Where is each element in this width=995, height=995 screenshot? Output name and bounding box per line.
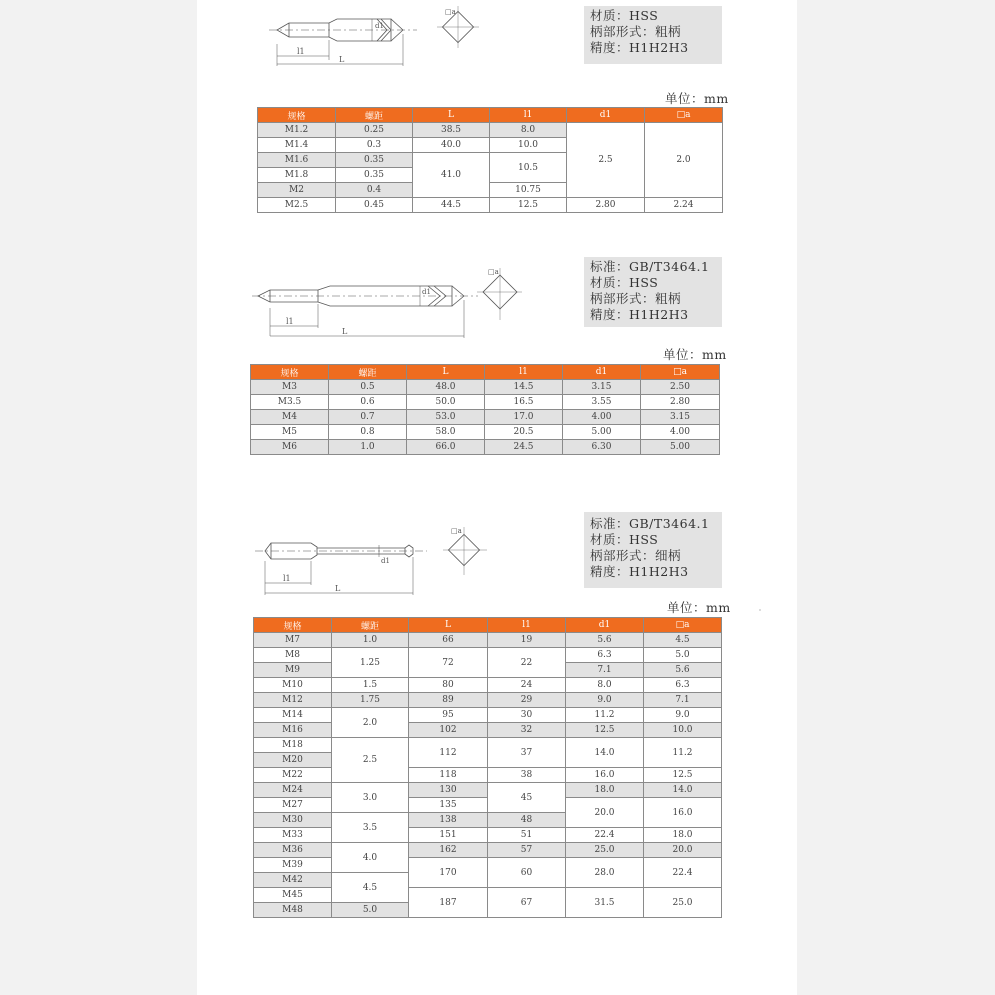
pitch-cell: 4.0	[332, 843, 409, 873]
l1-cell: 10.5	[490, 153, 567, 183]
pitch-cell: 5.0	[332, 903, 409, 918]
l1-cell: 32	[488, 723, 566, 738]
header-cell: 规格	[251, 365, 329, 380]
unit-label-1: 单位：mm	[665, 91, 729, 106]
spec-cell: M22	[254, 768, 332, 783]
spec-line: 材质：HSS	[590, 275, 659, 290]
d1-label: d1	[375, 22, 384, 30]
length-cell: 151	[409, 828, 488, 843]
spec-cell: M1.8	[258, 168, 336, 183]
spec-line: 柄部形式：粗柄	[590, 24, 682, 39]
header-cell: □a	[641, 365, 720, 380]
spec-line: 柄部形式：粗柄	[590, 291, 682, 306]
d1-cell: 11.2	[566, 708, 644, 723]
l1-cell: 48	[488, 813, 566, 828]
table-row	[251, 380, 720, 395]
l1-cell: 16.5	[485, 395, 563, 410]
l1-cell: 30	[488, 708, 566, 723]
square-cell: 4.00	[641, 425, 720, 440]
d1-label: d1	[422, 288, 431, 296]
spec-cell: M14	[254, 708, 332, 723]
square-cell: 5.0	[644, 648, 722, 663]
unit-label-2: 单位：mm	[663, 347, 727, 362]
spec-cell: M12	[254, 693, 332, 708]
pitch-cell: 1.25	[332, 648, 409, 678]
d1-cell: 12.5	[566, 723, 644, 738]
spec-table-1	[257, 107, 723, 213]
d1-cell: 14.0	[566, 738, 644, 768]
d1-cell: 2.80	[567, 198, 645, 213]
spec-line: 精度：H1H2H3	[590, 564, 689, 579]
spec-box-3	[584, 512, 722, 588]
spec-cell: M5	[251, 425, 329, 440]
pitch-cell: 3.5	[332, 813, 409, 843]
square-cell: 11.2	[644, 738, 722, 768]
l1-cell: 45	[488, 783, 566, 813]
l1-cell: 20.5	[485, 425, 563, 440]
spec-cell: M24	[254, 783, 332, 798]
square-cell: 5.00	[641, 440, 720, 455]
length-cell: 48.0	[407, 380, 485, 395]
square-cell: 22.4	[644, 858, 722, 888]
unit-label-3: 单位：mm	[667, 600, 731, 615]
spec-cell: M1.6	[258, 153, 336, 168]
header-cell: □a	[644, 618, 722, 633]
square-cell: 4.5	[644, 633, 722, 648]
d1-cell: 4.00	[563, 410, 641, 425]
l1-cell: 10.75	[490, 183, 567, 198]
header-cell: 规格	[258, 108, 336, 123]
square-cell: 12.5	[644, 768, 722, 783]
sq-label: □a	[488, 268, 499, 276]
pitch-cell: 0.6	[329, 395, 407, 410]
spec-line: 标准：GB/T3464.1	[590, 259, 710, 274]
square-cell: 2.0	[645, 123, 723, 198]
square-cell: 2.50	[641, 380, 720, 395]
length-cell: 50.0	[407, 395, 485, 410]
L-label: L	[339, 55, 345, 64]
tap-drawing-2	[252, 264, 522, 340]
length-cell: 80	[409, 678, 488, 693]
l1-cell: 24	[488, 678, 566, 693]
table-row	[258, 123, 723, 138]
length-cell: 89	[409, 693, 488, 708]
d1-cell: 5.00	[563, 425, 641, 440]
pitch-cell: 0.5	[329, 380, 407, 395]
table-row	[254, 828, 722, 843]
section-medium-taps	[197, 250, 797, 465]
square-cell: 5.6	[644, 663, 722, 678]
length-cell: 53.0	[407, 410, 485, 425]
table-row	[251, 395, 720, 410]
square-cell: 18.0	[644, 828, 722, 843]
tap-drawing-1	[267, 6, 497, 68]
l1-label: l1	[297, 47, 305, 56]
length-cell: 187	[409, 888, 488, 918]
spec-table-2	[250, 364, 720, 455]
d1-cell: 31.5	[566, 888, 644, 918]
pitch-cell: 0.45	[336, 198, 413, 213]
length-cell: 40.0	[413, 138, 490, 153]
header-cell: L	[409, 618, 488, 633]
pitch-cell: 2.5	[332, 738, 409, 783]
table-row	[254, 888, 722, 903]
table-row	[251, 425, 720, 440]
d1-cell: 9.0	[566, 693, 644, 708]
header-cell: L	[413, 108, 490, 123]
header-cell: 螺距	[332, 618, 409, 633]
spec-line: 精度：H1H2H3	[590, 307, 689, 322]
length-cell: 66	[409, 633, 488, 648]
l1-cell: 38	[488, 768, 566, 783]
length-cell: 130	[409, 783, 488, 798]
stray-dot	[759, 609, 761, 611]
table-row	[254, 843, 722, 858]
pitch-cell: 0.35	[336, 168, 413, 183]
spec-line: 材质：HSS	[590, 8, 659, 23]
pitch-cell: 1.75	[332, 693, 409, 708]
header-cell: l1	[490, 108, 567, 123]
spec-line: 柄部形式：细柄	[590, 548, 682, 563]
spec-cell: M4	[251, 410, 329, 425]
d1-cell: 16.0	[566, 768, 644, 783]
l1-cell: 8.0	[490, 123, 567, 138]
spec-cell: M10	[254, 678, 332, 693]
square-cell: 25.0	[644, 888, 722, 918]
l1-cell: 22	[488, 648, 566, 678]
table-row	[254, 783, 722, 798]
d1-cell: 7.1	[566, 663, 644, 678]
spec-cell: M45	[254, 888, 332, 903]
length-cell: 170	[409, 858, 488, 888]
spec-cell: M3	[251, 380, 329, 395]
length-cell: 44.5	[413, 198, 490, 213]
spec-cell: M2.5	[258, 198, 336, 213]
d1-cell: 22.4	[566, 828, 644, 843]
table-row	[254, 858, 722, 873]
L-label: L	[335, 584, 341, 593]
pitch-cell: 1.0	[332, 633, 409, 648]
table-row	[254, 708, 722, 723]
table-row	[254, 738, 722, 753]
header-cell: l1	[488, 618, 566, 633]
pitch-cell: 3.0	[332, 783, 409, 813]
length-cell: 38.5	[413, 123, 490, 138]
length-cell: 138	[409, 813, 488, 828]
square-cell: 9.0	[644, 708, 722, 723]
square-cell: 6.3	[644, 678, 722, 693]
table-row	[254, 723, 722, 738]
spec-line: 标准：GB/T3464.1	[590, 516, 710, 531]
l1-cell: 19	[488, 633, 566, 648]
l1-cell: 37	[488, 738, 566, 768]
spec-cell: M16	[254, 723, 332, 738]
spec-cell: M27	[254, 798, 332, 813]
spec-cell: M6	[251, 440, 329, 455]
header-cell: d1	[567, 108, 645, 123]
d1-cell: 18.0	[566, 783, 644, 798]
d1-label: d1	[381, 557, 390, 565]
l1-cell: 12.5	[490, 198, 567, 213]
header-cell: l1	[485, 365, 563, 380]
length-cell: 112	[409, 738, 488, 768]
square-cell: 20.0	[644, 843, 722, 858]
pitch-cell: 0.4	[336, 183, 413, 198]
header-cell: 螺距	[329, 365, 407, 380]
length-cell: 72	[409, 648, 488, 678]
l1-cell: 67	[488, 888, 566, 918]
d1-cell: 3.15	[563, 380, 641, 395]
l1-cell: 10.0	[490, 138, 567, 153]
spec-cell: M3.5	[251, 395, 329, 410]
table-row	[251, 440, 720, 455]
length-cell: 41.0	[413, 153, 490, 198]
length-cell: 95	[409, 708, 488, 723]
header-cell: 螺距	[336, 108, 413, 123]
spec-cell: M2	[258, 183, 336, 198]
square-cell: 14.0	[644, 783, 722, 798]
header-cell: □a	[645, 108, 723, 123]
spec-cell: M18	[254, 738, 332, 753]
spec-cell: M30	[254, 813, 332, 828]
table-row	[254, 648, 722, 663]
l1-cell: 14.5	[485, 380, 563, 395]
length-cell: 135	[409, 798, 488, 813]
d1-cell: 6.30	[563, 440, 641, 455]
length-cell: 162	[409, 843, 488, 858]
sq-label: □a	[445, 8, 456, 16]
header-cell: d1	[566, 618, 644, 633]
pitch-cell: 4.5	[332, 873, 409, 903]
table-row	[258, 198, 723, 213]
spec-box-2	[584, 257, 722, 327]
l1-label: l1	[286, 317, 294, 326]
sq-label: □a	[451, 527, 462, 535]
l1-cell: 17.0	[485, 410, 563, 425]
length-cell: 118	[409, 768, 488, 783]
spec-line: 精度：H1H2H3	[590, 40, 689, 55]
pitch-cell: 2.0	[332, 708, 409, 738]
pitch-cell: 1.0	[329, 440, 407, 455]
spec-table-3	[253, 617, 722, 918]
section-small-taps	[197, 0, 797, 220]
table-row	[251, 410, 720, 425]
square-cell: 16.0	[644, 798, 722, 828]
d1-cell: 28.0	[566, 858, 644, 888]
l1-cell: 51	[488, 828, 566, 843]
spec-line: 材质：HSS	[590, 532, 659, 547]
spec-cell: M8	[254, 648, 332, 663]
pitch-cell: 1.5	[332, 678, 409, 693]
d1-cell: 5.6	[566, 633, 644, 648]
l1-cell: 29	[488, 693, 566, 708]
spec-cell: M7	[254, 633, 332, 648]
spec-cell: M9	[254, 663, 332, 678]
length-cell: 58.0	[407, 425, 485, 440]
d1-cell: 25.0	[566, 843, 644, 858]
d1-cell: 8.0	[566, 678, 644, 693]
spec-cell: M20	[254, 753, 332, 768]
l1-cell: 60	[488, 858, 566, 888]
length-cell: 102	[409, 723, 488, 738]
section-large-taps	[197, 505, 797, 935]
spec-cell: M36	[254, 843, 332, 858]
pitch-cell: 0.35	[336, 153, 413, 168]
spec-cell: M48	[254, 903, 332, 918]
d1-cell: 3.55	[563, 395, 641, 410]
square-cell: 3.15	[641, 410, 720, 425]
square-cell: 2.24	[645, 198, 723, 213]
spec-cell: M1.2	[258, 123, 336, 138]
l1-cell: 57	[488, 843, 566, 858]
d1-cell: 6.3	[566, 648, 644, 663]
spec-cell: M33	[254, 828, 332, 843]
pitch-cell: 0.8	[329, 425, 407, 440]
table-row	[254, 768, 722, 783]
pitch-cell: 0.7	[329, 410, 407, 425]
l1-cell: 24.5	[485, 440, 563, 455]
tap-drawing-3	[255, 519, 505, 599]
spec-cell: M42	[254, 873, 332, 888]
square-cell: 2.80	[641, 395, 720, 410]
catalog-sheet	[197, 0, 797, 995]
d1-cell: 20.0	[566, 798, 644, 828]
table-row	[254, 678, 722, 693]
table-row	[254, 633, 722, 648]
header-cell: L	[407, 365, 485, 380]
L-label: L	[342, 327, 348, 336]
spec-cell: M1.4	[258, 138, 336, 153]
header-cell: 规格	[254, 618, 332, 633]
table-row	[254, 693, 722, 708]
spec-box-1	[584, 6, 722, 64]
pitch-cell: 0.3	[336, 138, 413, 153]
length-cell: 66.0	[407, 440, 485, 455]
d1-cell: 2.5	[567, 123, 645, 198]
spec-cell: M39	[254, 858, 332, 873]
square-cell: 10.0	[644, 723, 722, 738]
header-cell: d1	[563, 365, 641, 380]
square-cell: 7.1	[644, 693, 722, 708]
pitch-cell: 0.25	[336, 123, 413, 138]
l1-label: l1	[283, 574, 291, 583]
